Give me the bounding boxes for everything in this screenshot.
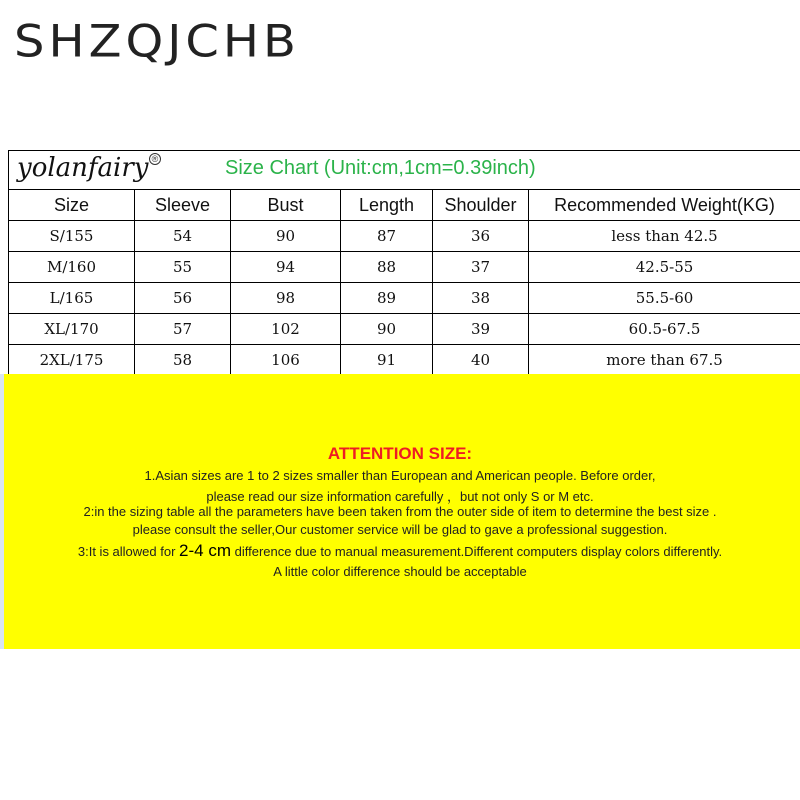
table-title-cell	[9, 151, 800, 190]
cell-bust: 94	[231, 252, 341, 283]
brand-name: yolanfairy	[17, 153, 149, 183]
table-row	[9, 314, 800, 345]
notice-line-5-suffix: difference due to manual measurement.Different computers display colors differently.	[231, 544, 723, 559]
cell-weight: 42.5-55	[529, 252, 800, 283]
cell-length: 89	[341, 283, 433, 314]
brand-logo: SHZQJCHB	[14, 15, 300, 68]
notice-line-3: 2:in the sizing table all the parameters have been taken from the outer side of item to determine the best size .	[83, 504, 717, 519]
table-title-row	[9, 151, 800, 190]
cell-size: 2XL/175	[9, 345, 135, 376]
table-row	[9, 345, 800, 376]
notice-title: ATTENTION SIZE:	[327, 444, 473, 463]
cell-bust: 98	[231, 283, 341, 314]
size-chart-title: Size Chart (Unit:cm,1cm=0.39inch)	[225, 157, 536, 179]
column-header-sleeve: Sleeve	[135, 190, 231, 221]
table-header-row	[9, 190, 800, 221]
measurement-tolerance: 2-4 cm	[179, 541, 231, 560]
cell-length: 88	[341, 252, 433, 283]
cell-sleeve: 57	[135, 314, 231, 345]
cell-length: 90	[341, 314, 433, 345]
cell-sleeve: 56	[135, 283, 231, 314]
attention-notice-panel	[0, 374, 800, 649]
column-header-bust: Bust	[231, 190, 341, 221]
cell-size: M/160	[9, 252, 135, 283]
notice-line-5-prefix: 3:It is allowed for	[77, 544, 180, 559]
cell-bust: 90	[231, 221, 341, 252]
notice-line-6: A little color difference should be acceptable	[273, 564, 527, 579]
column-header-size: Size	[9, 190, 135, 221]
cell-length: 87	[341, 221, 433, 252]
column-header-shoulder: Shoulder	[433, 190, 529, 221]
notice-line-2: please read our size information carefully ，but not only S or M etc.	[206, 489, 594, 504]
cell-shoulder: 39	[433, 314, 529, 345]
cell-bust: 102	[231, 314, 341, 345]
cell-size: XL/170	[9, 314, 135, 345]
cell-sleeve: 55	[135, 252, 231, 283]
column-header-length: Length	[341, 190, 433, 221]
table-row	[9, 283, 800, 314]
cell-shoulder: 38	[433, 283, 529, 314]
cell-length: 91	[341, 345, 433, 376]
column-header-recommended-weight: Recommended Weight(KG)	[529, 190, 800, 221]
cell-shoulder: 37	[433, 252, 529, 283]
cell-weight: 60.5-67.5	[529, 314, 800, 345]
cell-bust: 106	[231, 345, 341, 376]
cell-weight: more than 67.5	[529, 345, 800, 376]
cell-sleeve: 58	[135, 345, 231, 376]
notice-line-4: please consult the seller,Our customer service will be glad to gave a professional suggestion.	[132, 522, 668, 537]
table-row	[9, 221, 800, 252]
cell-shoulder: 40	[433, 345, 529, 376]
notice-line-1: 1.Asian sizes are 1 to 2 sizes smaller than European and American people. Before order,	[144, 468, 656, 483]
cell-size: L/165	[9, 283, 135, 314]
table-row	[9, 252, 800, 283]
cell-weight: less than 42.5	[529, 221, 800, 252]
cell-weight: 55.5-60	[529, 283, 800, 314]
cell-sleeve: 54	[135, 221, 231, 252]
cell-size: S/155	[9, 221, 135, 252]
registered-mark-icon: ®	[149, 153, 161, 165]
cell-shoulder: 36	[433, 221, 529, 252]
notice-line-5	[0, 541, 800, 561]
size-chart-table	[8, 150, 800, 376]
